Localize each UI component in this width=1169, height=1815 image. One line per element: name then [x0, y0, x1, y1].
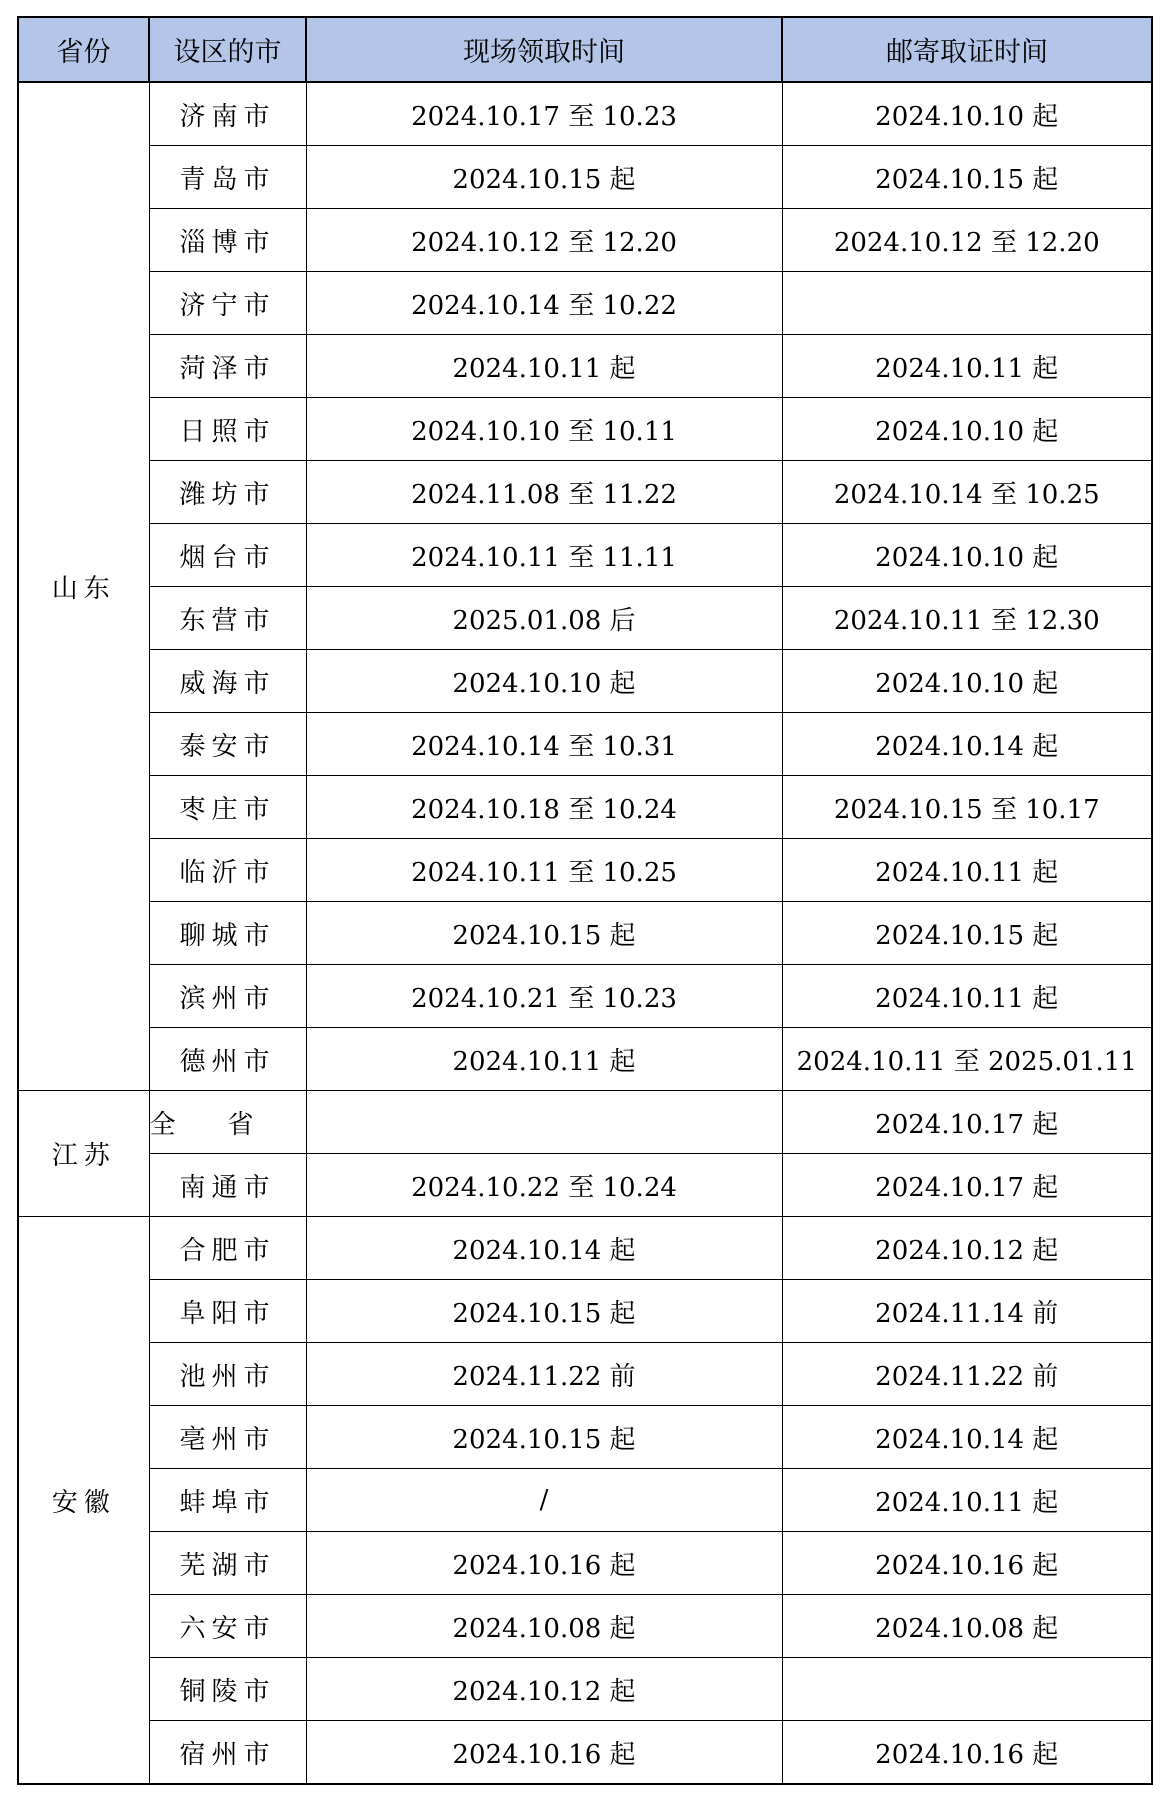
mail-time-cell: 2024.10.14 至 10.25: [782, 461, 1152, 524]
mail-time-cell: 2024.10.15 起: [782, 902, 1152, 965]
schedule-table-wrapper: [17, 16, 1153, 1785]
province-cell: 江苏: [18, 1091, 149, 1217]
city-cell: 德州市: [149, 1028, 306, 1091]
city-cell: 池州市: [149, 1343, 306, 1406]
mail-time-cell: 2024.10.11 起: [782, 839, 1152, 902]
mail-time-cell: 2024.10.17 起: [782, 1154, 1152, 1217]
onsite-time-cell: 2024.10.14 起: [306, 1217, 782, 1280]
table-row: [18, 965, 1152, 1028]
city-cell: 菏泽市: [149, 335, 306, 398]
city-cell: 烟台市: [149, 524, 306, 587]
table-row: [18, 839, 1152, 902]
city-cell: 亳州市: [149, 1406, 306, 1469]
onsite-time-cell: 2024.10.10 至 10.11: [306, 398, 782, 461]
mail-time-cell: 2024.11.22 前: [782, 1343, 1152, 1406]
table-row: [18, 1280, 1152, 1343]
table-row: [18, 1154, 1152, 1217]
onsite-time-cell: 2024.10.22 至 10.24: [306, 1154, 782, 1217]
table-row: [18, 650, 1152, 713]
table-row: [18, 587, 1152, 650]
onsite-time-cell: 2024.10.11 至 10.25: [306, 839, 782, 902]
city-cell: 合肥市: [149, 1217, 306, 1280]
table-row: [18, 524, 1152, 587]
table-row: [18, 1469, 1152, 1532]
onsite-time-cell: 2024.10.11 至 11.11: [306, 524, 782, 587]
city-cell: 日照市: [149, 398, 306, 461]
table-row: [18, 146, 1152, 209]
onsite-time-cell: /: [306, 1469, 782, 1532]
province-cell: 山东: [18, 82, 149, 1091]
onsite-time-cell: [306, 1091, 782, 1154]
city-cell: 潍坊市: [149, 461, 306, 524]
onsite-time-cell: 2024.11.08 至 11.22: [306, 461, 782, 524]
certificate-schedule-table: [17, 16, 1153, 1785]
table-row: [18, 902, 1152, 965]
onsite-time-cell: 2024.10.12 起: [306, 1658, 782, 1721]
header-province: 省份: [18, 17, 149, 82]
header-city: 设区的市: [149, 17, 306, 82]
mail-time-cell: 2024.10.17 起: [782, 1091, 1152, 1154]
province-cell: 安徽: [18, 1217, 149, 1785]
mail-time-cell: 2024.10.11 至 12.30: [782, 587, 1152, 650]
onsite-time-cell: 2024.10.15 起: [306, 1406, 782, 1469]
mail-time-cell: 2024.10.12 起: [782, 1217, 1152, 1280]
mail-time-cell: 2024.10.10 起: [782, 398, 1152, 461]
city-cell: 青岛市: [149, 146, 306, 209]
mail-time-cell: 2024.11.14 前: [782, 1280, 1152, 1343]
mail-time-cell: 2024.10.14 起: [782, 713, 1152, 776]
city-cell: 铜陵市: [149, 1658, 306, 1721]
onsite-time-cell: 2024.11.22 前: [306, 1343, 782, 1406]
mail-time-cell: 2024.10.12 至 12.20: [782, 209, 1152, 272]
onsite-time-cell: 2024.10.21 至 10.23: [306, 965, 782, 1028]
city-cell: 阜阳市: [149, 1280, 306, 1343]
mail-time-cell: 2024.10.11 至 2025.01.11: [782, 1028, 1152, 1091]
table-body: [18, 82, 1152, 1784]
city-cell: 芜湖市: [149, 1532, 306, 1595]
onsite-time-cell: 2024.10.16 起: [306, 1532, 782, 1595]
city-cell: 滨州市: [149, 965, 306, 1028]
table-row: [18, 776, 1152, 839]
city-cell: 济南市: [149, 82, 306, 146]
city-cell: 济宁市: [149, 272, 306, 335]
city-cell: 六安市: [149, 1595, 306, 1658]
onsite-time-cell: 2024.10.11 起: [306, 335, 782, 398]
header-onsite-time: 现场领取时间: [306, 17, 782, 82]
city-cell: 枣庄市: [149, 776, 306, 839]
header-row: [18, 17, 1152, 82]
mail-time-cell: 2024.10.11 起: [782, 1469, 1152, 1532]
table-header: [18, 17, 1152, 82]
table-row: [18, 461, 1152, 524]
table-row: [18, 1532, 1152, 1595]
table-row: [18, 1217, 1152, 1280]
mail-time-cell: 2024.10.15 至 10.17: [782, 776, 1152, 839]
table-row: [18, 272, 1152, 335]
mail-time-cell: 2024.10.08 起: [782, 1595, 1152, 1658]
table-row: [18, 82, 1152, 146]
mail-time-cell: [782, 272, 1152, 335]
onsite-time-cell: 2024.10.18 至 10.24: [306, 776, 782, 839]
onsite-time-cell: 2024.10.14 至 10.22: [306, 272, 782, 335]
table-row: [18, 1658, 1152, 1721]
table-row: [18, 1343, 1152, 1406]
mail-time-cell: 2024.10.15 起: [782, 146, 1152, 209]
mail-time-cell: 2024.10.11 起: [782, 965, 1152, 1028]
onsite-time-cell: 2024.10.11 起: [306, 1028, 782, 1091]
onsite-time-cell: 2024.10.15 起: [306, 1280, 782, 1343]
table-row: [18, 398, 1152, 461]
header-mail-time: 邮寄取证时间: [782, 17, 1152, 82]
city-cell: 临沂市: [149, 839, 306, 902]
table-row: [18, 335, 1152, 398]
onsite-time-cell: 2024.10.12 至 12.20: [306, 209, 782, 272]
onsite-time-cell: 2024.10.15 起: [306, 146, 782, 209]
city-cell: 蚌埠市: [149, 1469, 306, 1532]
onsite-time-cell: 2025.01.08 后: [306, 587, 782, 650]
table-row: [18, 1091, 1152, 1154]
table-row: [18, 1721, 1152, 1785]
city-cell: 南通市: [149, 1154, 306, 1217]
table-row: [18, 209, 1152, 272]
mail-time-cell: 2024.10.10 起: [782, 524, 1152, 587]
mail-time-cell: [782, 1658, 1152, 1721]
city-cell: 聊城市: [149, 902, 306, 965]
mail-time-cell: 2024.10.10 起: [782, 650, 1152, 713]
city-cell: 淄博市: [149, 209, 306, 272]
table-row: [18, 1406, 1152, 1469]
onsite-time-cell: 2024.10.15 起: [306, 902, 782, 965]
table-row: [18, 1595, 1152, 1658]
onsite-time-cell: 2024.10.14 至 10.31: [306, 713, 782, 776]
onsite-time-cell: 2024.10.08 起: [306, 1595, 782, 1658]
mail-time-cell: 2024.10.16 起: [782, 1721, 1152, 1785]
mail-time-cell: 2024.10.11 起: [782, 335, 1152, 398]
city-cell: 全省: [149, 1091, 306, 1154]
mail-time-cell: 2024.10.14 起: [782, 1406, 1152, 1469]
mail-time-cell: 2024.10.16 起: [782, 1532, 1152, 1595]
city-cell: 东营市: [149, 587, 306, 650]
city-cell: 泰安市: [149, 713, 306, 776]
onsite-time-cell: 2024.10.10 起: [306, 650, 782, 713]
mail-time-cell: 2024.10.10 起: [782, 82, 1152, 146]
city-cell: 威海市: [149, 650, 306, 713]
city-cell: 宿州市: [149, 1721, 306, 1785]
table-row: [18, 713, 1152, 776]
table-row: [18, 1028, 1152, 1091]
onsite-time-cell: 2024.10.17 至 10.23: [306, 82, 782, 146]
onsite-time-cell: 2024.10.16 起: [306, 1721, 782, 1785]
